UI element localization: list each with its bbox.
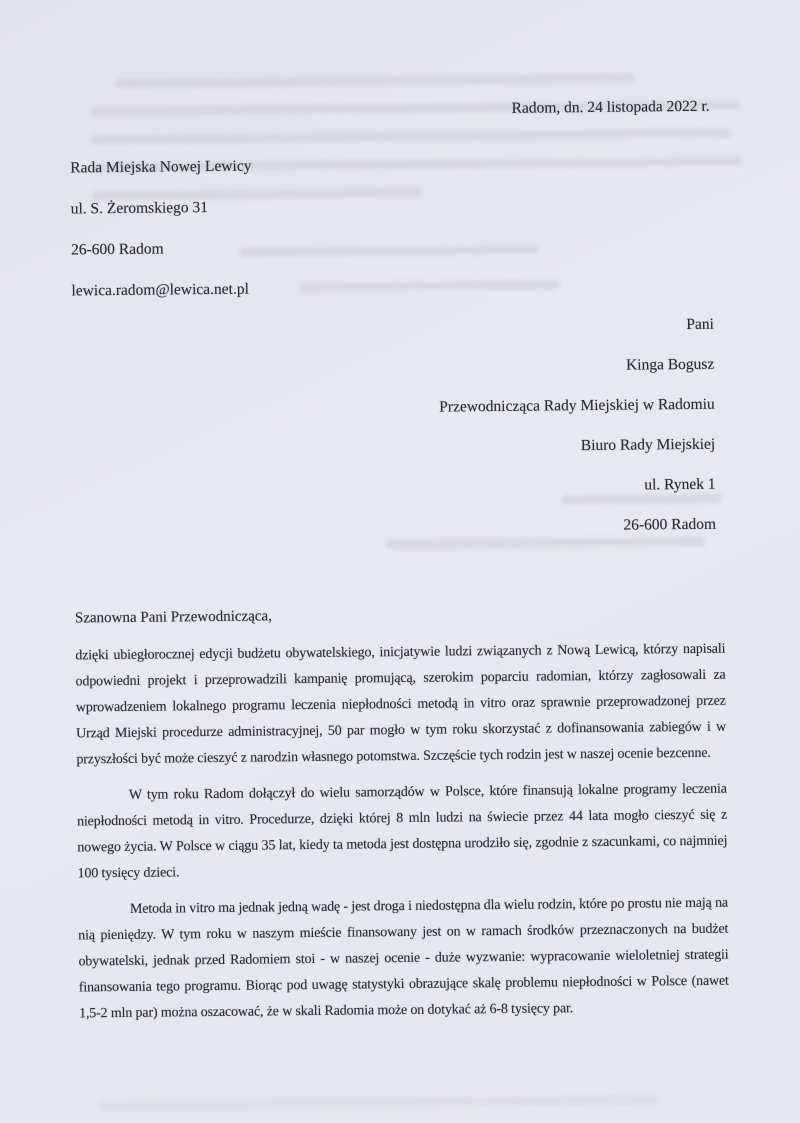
recipient-title: Przewodnicząca Rady Miejskiej w Radomiu: [439, 395, 715, 416]
body-paragraph-2: W tym roku Radom dołączył do wielu samorządów w Polsce, które finansują lokalne programy leczenia niepłodności metodą in vitro. Procedurze, dzięki której 8 mln ludzi na świecie przez 44 lata mogło cieszyć się z nowego życia. W Polsce w ciągu 35 lat, kiedy ta metoda jest dostępna urodziło się, zgodnie z szacunkami, co najmniej 100 tysięcy dzieci.: [76, 781, 728, 882]
body-paragraph-3: Metoda in vitro ma jednak jedną wadę - jest droga i niedostępna dla wielu rodzin, które po prostu nie mają na nią pieniędzy. W tym roku w naszym mieście finansowany jest on w ramach środków przeznaczonych na budżet obywatelski, jednak przed Radomiem stoi - w naszej ocenie - duże wyzwanie: wypracowanie wieloletniej strategii finansowania tego programu. Biorąc pod uwagę statystyki obrazujące skalę problemu niepłodności w Polsce (nawet 1,5-2 mln par) można oszacować, że w skali Radomia może on dotykać aż 6-8 tysięcy par.: [78, 895, 729, 1022]
recipient-name: Kinga Bogusz: [625, 355, 715, 374]
letter-content: [0, 96, 800, 1028]
bleed-through-line: [98, 1095, 658, 1110]
sender-email: lewica.radom@lewica.net.pl: [71, 280, 249, 300]
date-line: Radom, dn. 24 listopada 2022 r.: [511, 97, 710, 117]
body-paragraph-1: dzięki ubiegłorocznej edycji budżetu obywatelskiego, inicjatywie ludzi związanych z Nową Lewicą, którzy napisali odpowiedni projekt i przeprowadzili kampanię promującą, szerokim poparciu radomian, którzy zagłosowali za wprowadzeniem lokalnego programu leczenia niepłodności metodą in vitro oraz sprawnie przeprowadzonej przez Urząd Miejski procedurze administracyjnej, 50 par mogło w tym roku skorzystać z dofinansowania zabiegów i w przyszłości być może cieszyć z narodzin własnego potomstwa. Szczęście tych rodzin jest w naszej ocenie bezcenne.: [75, 641, 727, 768]
recipient-city: 26-600 Radom: [623, 515, 717, 534]
sender-city: 26-600 Radom: [70, 240, 164, 259]
sender-name: Rada Miejska Nowej Lewicy: [70, 157, 252, 177]
sender-street: ul. S. Żeromskiego 31: [70, 199, 209, 218]
recipient-block: [72, 305, 724, 552]
recipient-office: Biuro Rady Miejskiej: [580, 435, 716, 455]
bleed-through-line: [115, 74, 635, 88]
recipient-street: ul. Rynek 1: [644, 475, 716, 494]
greeting-line: Szanowna Pani Przewodnicząca,: [74, 608, 273, 627]
recipient-salutation: Pani: [686, 315, 714, 334]
sender-block: [70, 141, 722, 312]
